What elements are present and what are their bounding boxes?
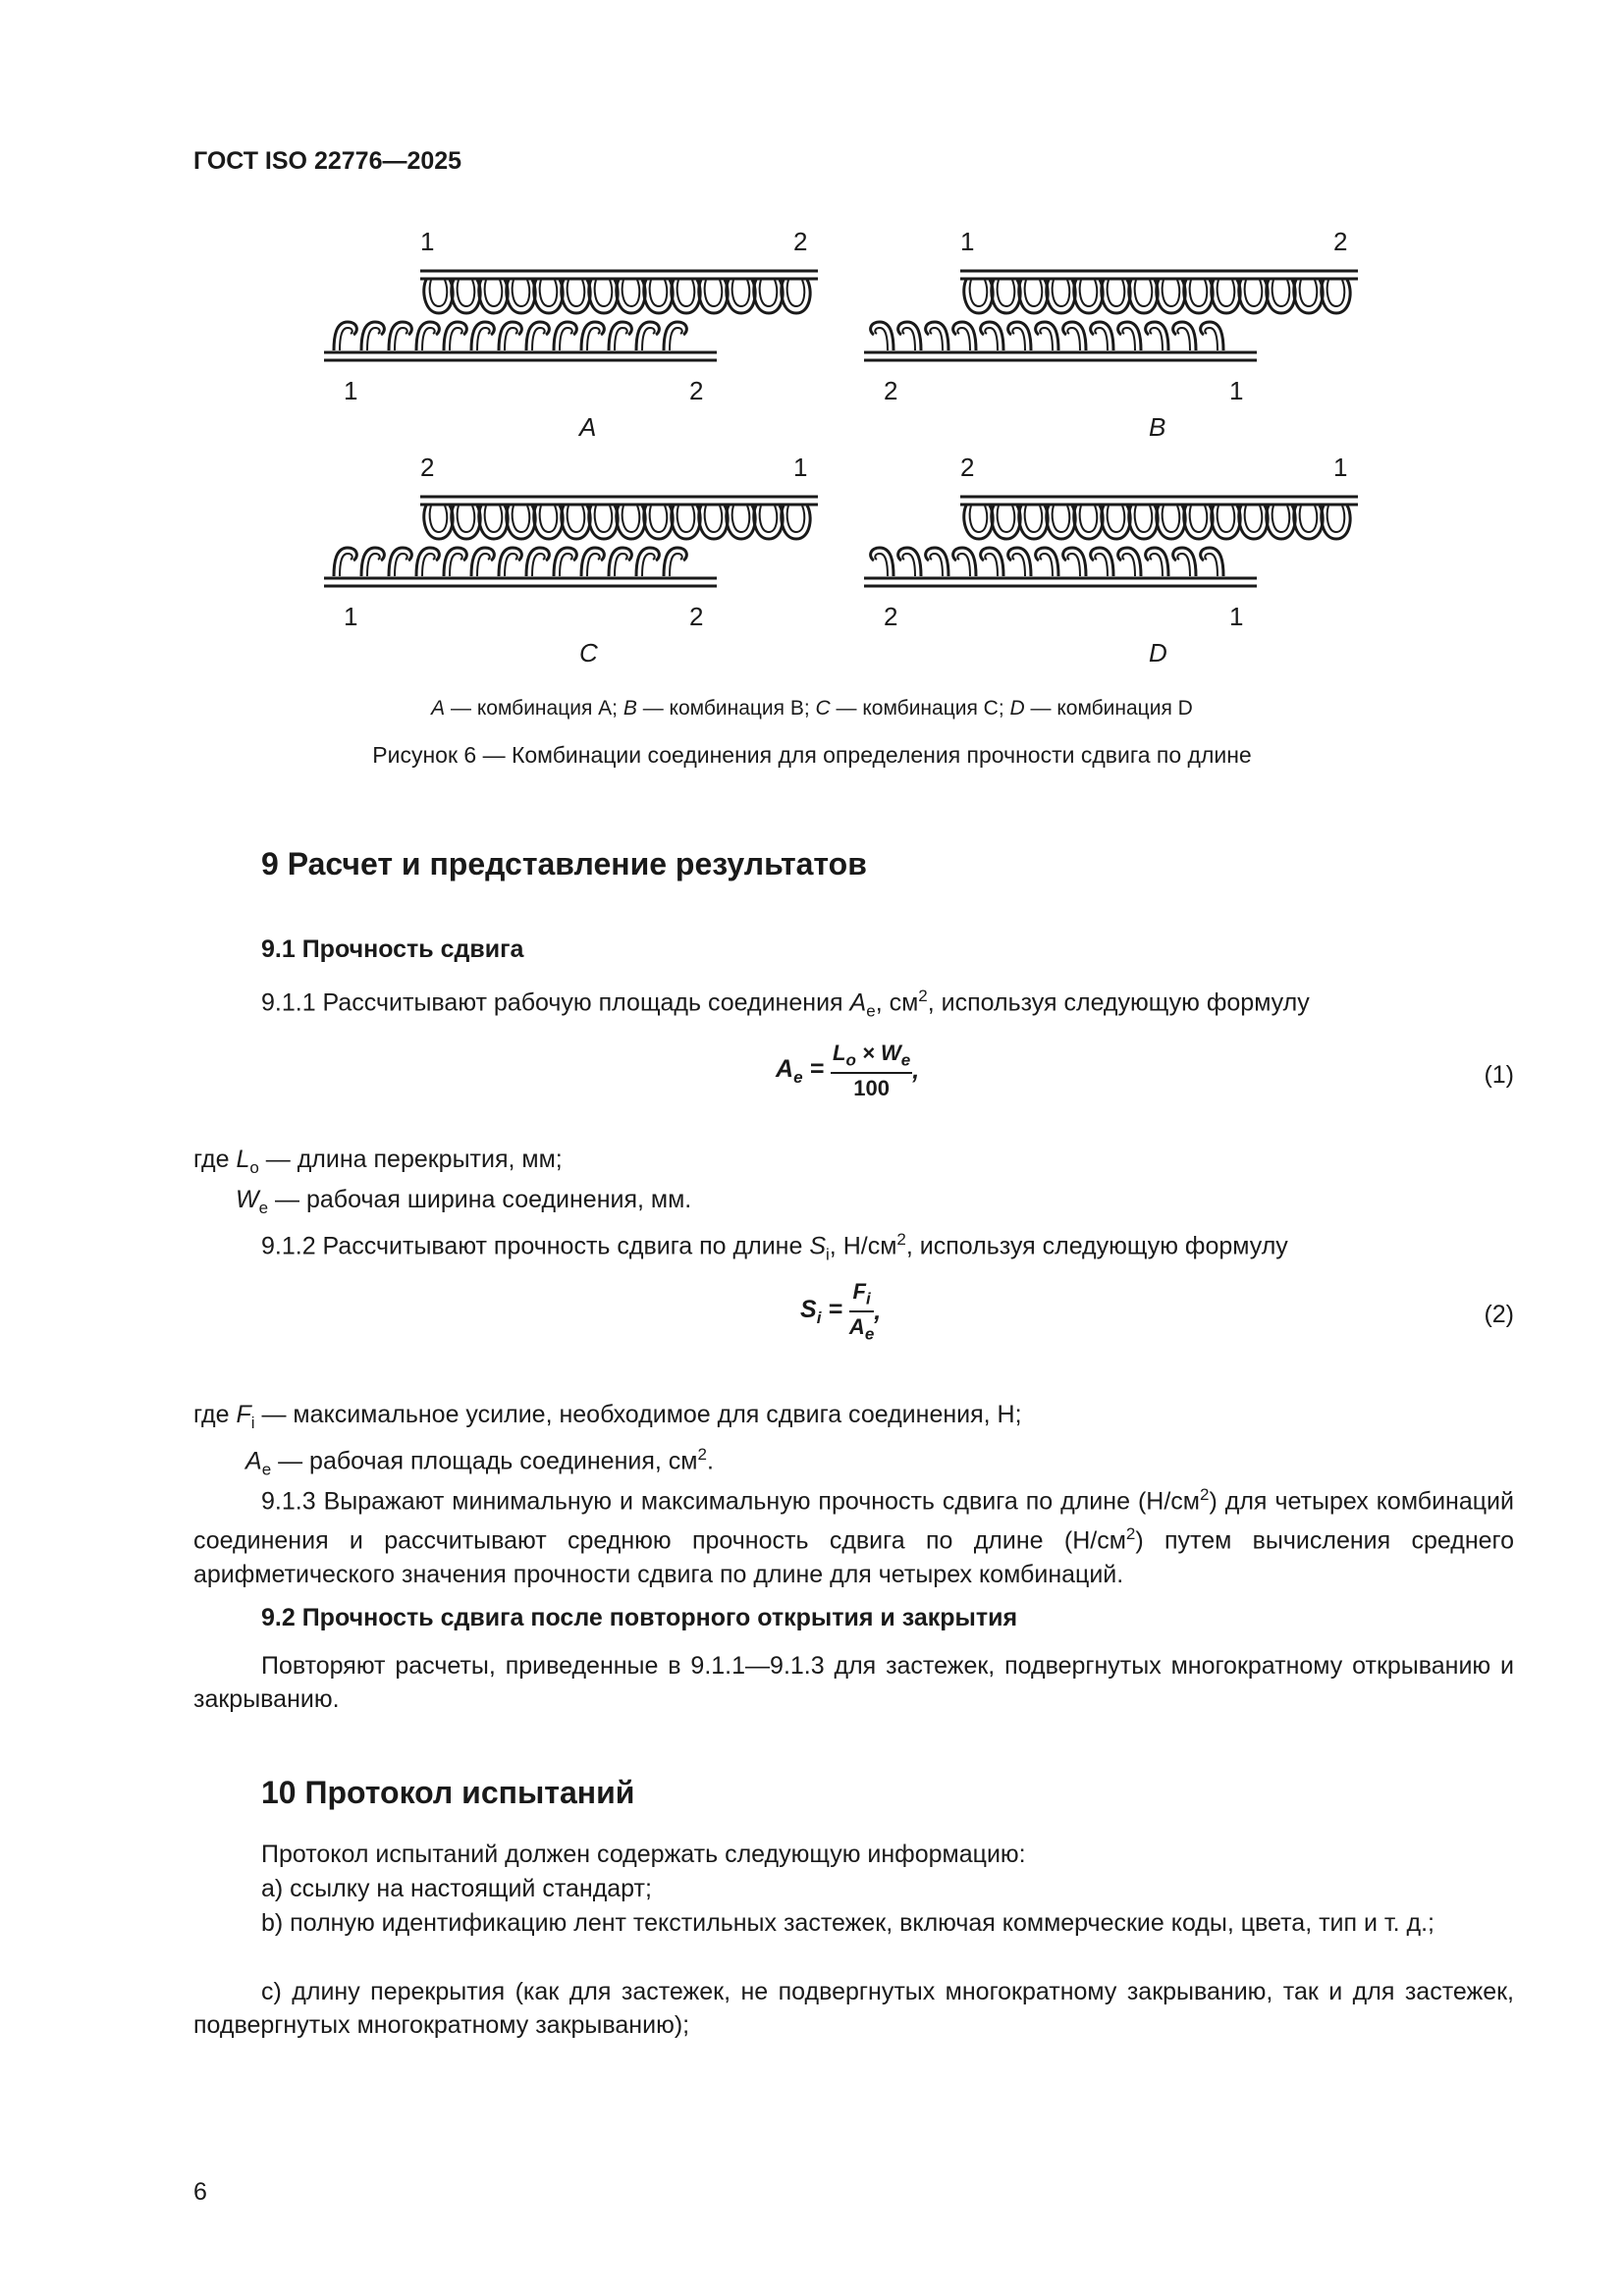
where-fi-text: — максимальное усилие, необходимое для сдвига соединения, Н;: [254, 1401, 1022, 1428]
eq1-num-a-sub: o: [845, 1050, 856, 1070]
where-we-text: — рабочая ширина соединения, мм.: [268, 1186, 692, 1213]
p911-text-a: 9.1.1 Рассчитывают рабочую площадь соединения: [261, 988, 850, 1017]
hook-element: [636, 322, 659, 350]
p911-text-b: , см: [875, 988, 919, 1017]
where-fi-symbol: F: [236, 1401, 251, 1428]
eq2-lhs-sub: i: [816, 1308, 822, 1327]
where-fi-sub: i: [250, 1414, 255, 1432]
loop-element: [562, 506, 590, 539]
figure-6-diagram: [314, 231, 1414, 663]
loop-element: [534, 506, 563, 539]
protocol-item-a: a) ссылку на настоящий стандарт;: [261, 1875, 652, 1902]
loop-element: [479, 280, 508, 313]
hook-element: [389, 548, 411, 576]
paragraph-9-2: Повторяют расчеты, приведенные в 9.1.1—9.1.3 для застежек, подвергнутых многократному открыванию и закрыванию.: [193, 1652, 1514, 1713]
where-fi: [193, 1398, 1022, 1440]
legend-key-a: A: [431, 697, 446, 720]
loop-element: [424, 506, 453, 539]
paragraph-9-1-2: [261, 1223, 1288, 1271]
document-id: ГОСТ ISO 22776—2025: [193, 147, 462, 175]
loop-element: [1129, 280, 1158, 313]
hook-element: [664, 548, 686, 576]
velcro-panel-b: [864, 271, 1358, 360]
legend-text-d: — комбинация D: [1024, 697, 1193, 720]
loop-element: [479, 506, 508, 539]
p911-symbol: A: [849, 988, 867, 1017]
hook-element: [926, 322, 948, 350]
where-lo-text: — длина перекрытия, мм;: [258, 1146, 563, 1173]
panel-b-label-bottom-left: 2: [884, 376, 898, 405]
hook-element: [1063, 322, 1086, 350]
legend-text-c: — комбинация C;: [830, 697, 1010, 720]
legend-text-b: — комбинация B;: [636, 697, 816, 720]
hook-element: [1091, 548, 1113, 576]
loop-element: [1239, 506, 1268, 539]
where-ae-symbol: A: [245, 1447, 262, 1475]
paragraph-9-1-1: [261, 980, 1310, 1028]
page-number: 6: [193, 2178, 207, 2206]
hook-element: [871, 322, 893, 350]
loop-element: [964, 280, 993, 313]
hook-element: [471, 322, 494, 350]
loop-element: [1047, 280, 1075, 313]
loop-element: [782, 280, 810, 313]
loop-element: [1019, 506, 1048, 539]
where-ae-end: .: [706, 1447, 714, 1475]
loop-element: [1294, 280, 1323, 313]
eq1-num-b: W: [880, 1041, 901, 1065]
hook-element: [1008, 548, 1031, 576]
loop-element: [452, 280, 480, 313]
hook-element: [953, 548, 976, 576]
hook-element: [1118, 548, 1141, 576]
panel-a-label-bottom-right: 2: [689, 376, 704, 405]
hook-element: [1201, 322, 1223, 350]
loop-element: [617, 280, 645, 313]
hook-element: [1173, 548, 1196, 576]
where-fi-prefix: где: [193, 1401, 237, 1428]
where-we-symbol: W: [236, 1186, 259, 1213]
loop-element: [1239, 280, 1268, 313]
loop-element: [699, 280, 728, 313]
hook-element: [636, 548, 659, 576]
hook-element: [554, 322, 576, 350]
where-we: [236, 1183, 691, 1225]
loop-element: [727, 506, 755, 539]
legend-key-c: C: [815, 697, 831, 720]
panel-b-label-bottom-right: 1: [1229, 376, 1244, 405]
hook-element: [361, 322, 384, 350]
panel-d-label-top-right: 1: [1333, 453, 1348, 482]
p912-text-a: 9.1.2 Рассчитывают прочность сдвига по длине: [261, 1232, 810, 1260]
panel-c-label-top-right: 1: [793, 453, 808, 482]
protocol-item-b: b) полную идентификацию лент текстильных застежек, включая коммерческие коды, цвета, тип и т. д.;: [261, 1909, 1435, 1937]
loop-element: [754, 506, 783, 539]
hook-element: [444, 548, 466, 576]
velcro-panel-a: [324, 271, 818, 360]
eq1-num-b-sub: e: [900, 1050, 911, 1070]
eq2-tail: ,: [874, 1297, 882, 1325]
section-10-heading: 10 Протокол испытаний: [261, 1775, 635, 1810]
p912-text-c: , используя следующую формулу: [905, 1232, 1288, 1260]
hook-element: [416, 322, 439, 350]
where-ae-sup: 2: [697, 1445, 707, 1464]
eq2-numerator: F: [852, 1279, 866, 1304]
panel-c-letter: C: [579, 638, 598, 667]
legend-key-b: B: [623, 697, 637, 720]
panel-c-label-bottom-right: 2: [689, 602, 704, 631]
p911-text-c: , используя следующую формулу: [927, 988, 1310, 1017]
loop-element: [754, 280, 783, 313]
hook-element: [871, 548, 893, 576]
p912-text-b: , Н/см: [829, 1232, 897, 1260]
panel-a-letter: A: [579, 412, 597, 442]
hook-element: [981, 322, 1003, 350]
where-lo-sub: o: [249, 1158, 259, 1177]
hook-element: [581, 322, 604, 350]
hook-element: [554, 548, 576, 576]
eq2-denominator: A: [848, 1314, 865, 1340]
loop-element: [1322, 506, 1350, 539]
subsection-9-2-heading: 9.2 Прочность сдвига после повторного открытия и закрытия: [261, 1604, 1018, 1631]
equation-2-number: (2): [1484, 1301, 1514, 1328]
loop-element: [1184, 280, 1213, 313]
p912-subscript: i: [826, 1245, 830, 1264]
panel-a-label-top-right: 2: [793, 227, 808, 256]
equation-1: $A_e$ = $\frac{L_o \times W_e}{100}$ ,: [776, 1041, 920, 1101]
hook-element: [1036, 322, 1058, 350]
loop-element: [1267, 506, 1295, 539]
hook-element: [334, 548, 356, 576]
eq2-lhs: S: [800, 1295, 817, 1323]
where-ae-text: — рабочая площадь соединения, см: [271, 1447, 698, 1475]
hook-element: [444, 322, 466, 350]
loop-element: [1157, 280, 1185, 313]
loop-element: [1294, 506, 1323, 539]
hook-element: [1063, 548, 1086, 576]
loop-element: [1047, 506, 1075, 539]
hook-element: [1091, 322, 1113, 350]
hook-element: [1173, 322, 1196, 350]
hook-element: [981, 548, 1003, 576]
eq2-numerator-sub: i: [865, 1289, 871, 1308]
p912-superscript: 2: [896, 1230, 906, 1249]
where-lo-prefix: где: [193, 1146, 237, 1173]
loop-element: [992, 280, 1020, 313]
loop-element: [672, 280, 700, 313]
loop-element: [1212, 280, 1240, 313]
figure-legend: [0, 697, 1624, 721]
hook-element: [581, 548, 604, 576]
hook-element: [664, 322, 686, 350]
hook-element: [471, 548, 494, 576]
equation-2: $S_i$ = $\frac{F_i}{A_e}$ ,: [800, 1279, 882, 1344]
p912-symbol: S: [809, 1232, 827, 1260]
loop-element: [1267, 280, 1295, 313]
loop-element: [424, 280, 453, 313]
subsection-9-1-heading: 9.1 Прочность сдвига: [261, 935, 524, 963]
loop-element: [1074, 506, 1103, 539]
hook-element: [1146, 322, 1168, 350]
figure-caption: Рисунок 6 — Комбинации соединения для определения прочности сдвига по длине: [372, 742, 1252, 768]
panel-a-label-bottom-left: 1: [344, 376, 358, 405]
loop-element: [507, 506, 535, 539]
loop-element: [964, 506, 993, 539]
where-ae-sub: e: [261, 1460, 272, 1479]
loop-element: [1102, 506, 1130, 539]
hook-element: [389, 322, 411, 350]
eq1-num-a: L: [833, 1041, 846, 1065]
loop-element: [589, 280, 618, 313]
loop-element: [782, 506, 810, 539]
loop-element: [1322, 280, 1350, 313]
legend-text-a: — комбинация A;: [445, 697, 623, 720]
eq1-tail: ,: [912, 1056, 920, 1085]
loop-element: [1212, 506, 1240, 539]
panel-d-label-bottom-right: 1: [1229, 602, 1244, 631]
loop-element: [534, 280, 563, 313]
hook-element: [526, 548, 549, 576]
hook-element: [499, 548, 521, 576]
eq1-denominator: 100: [853, 1076, 890, 1101]
eq1-times: ×: [855, 1041, 881, 1065]
hook-element: [1201, 548, 1223, 576]
loop-element: [1019, 280, 1048, 313]
hook-element: [609, 548, 631, 576]
loop-element: [992, 506, 1020, 539]
loop-element: [1102, 280, 1130, 313]
loop-element: [1129, 506, 1158, 539]
velcro-panel-d: [864, 497, 1358, 586]
hook-element: [898, 322, 921, 350]
hook-element: [1008, 322, 1031, 350]
hook-element: [499, 322, 521, 350]
panel-b-label-top-left: 1: [960, 227, 975, 256]
panel-d-letter: D: [1149, 638, 1167, 667]
panel-b-letter: B: [1149, 412, 1166, 442]
loop-element: [617, 506, 645, 539]
hook-element: [1118, 322, 1141, 350]
eq1-lhs: A: [776, 1054, 794, 1083]
loop-element: [672, 506, 700, 539]
velcro-panel-c: [324, 497, 818, 586]
panel-d-label-top-left: 2: [960, 453, 975, 482]
where-lo-symbol: L: [236, 1146, 250, 1173]
loop-element: [699, 506, 728, 539]
loop-element: [452, 506, 480, 539]
panel-a-label-top-left: 1: [420, 227, 435, 256]
hook-element: [526, 322, 549, 350]
loop-element: [589, 506, 618, 539]
loop-element: [1157, 506, 1185, 539]
hook-element: [609, 322, 631, 350]
hook-element: [926, 548, 948, 576]
panel-c-label-top-left: 2: [420, 453, 435, 482]
p911-subscript: e: [866, 1001, 876, 1021]
section-9-heading: 9 Расчет и представление результатов: [261, 846, 867, 881]
loop-element: [562, 280, 590, 313]
legend-key-d: D: [1009, 697, 1025, 720]
loop-element: [1074, 280, 1103, 313]
eq2-denominator-sub: e: [864, 1324, 875, 1344]
paragraph-9-1-3: 9.1.3 Выражают минимальную и максимальную прочность сдвига по длине $(Н/см^2)$ для четырех комбинаций соединения и рассчитывают среднюю прочность сдвига по длине $(Н/см^2)$ путем вычисления среднего арифметического значения прочности сдвига по длине для четырех комбинаций.: [193, 1485, 1515, 1588]
where-lo: [193, 1143, 563, 1185]
hook-element: [334, 322, 356, 350]
equation-1-number: (1): [1484, 1061, 1514, 1089]
hook-element: [416, 548, 439, 576]
loop-element: [727, 280, 755, 313]
hook-element: [361, 548, 384, 576]
panel-b-label-top-right: 2: [1333, 227, 1348, 256]
hook-element: [953, 322, 976, 350]
hook-element: [1146, 548, 1168, 576]
loop-element: [1184, 506, 1213, 539]
loop-element: [507, 280, 535, 313]
hook-element: [898, 548, 921, 576]
loop-element: [644, 506, 673, 539]
hook-element: [1036, 548, 1058, 576]
protocol-item-c: c) длину перекрытия (как для застежек, не подвергнутых многократному закрыванию, так и для застежек, подвергнутых многократному закрыванию);: [193, 1978, 1514, 2039]
where-we-sub: e: [258, 1199, 269, 1217]
p911-superscript: 2: [918, 987, 928, 1005]
panel-d-label-bottom-left: 2: [884, 602, 898, 631]
protocol-intro: Протокол испытаний должен содержать следующую информацию:: [261, 1841, 1026, 1868]
loop-element: [644, 280, 673, 313]
eq1-lhs-sub: e: [793, 1067, 803, 1087]
panel-c-label-bottom-left: 1: [344, 602, 358, 631]
